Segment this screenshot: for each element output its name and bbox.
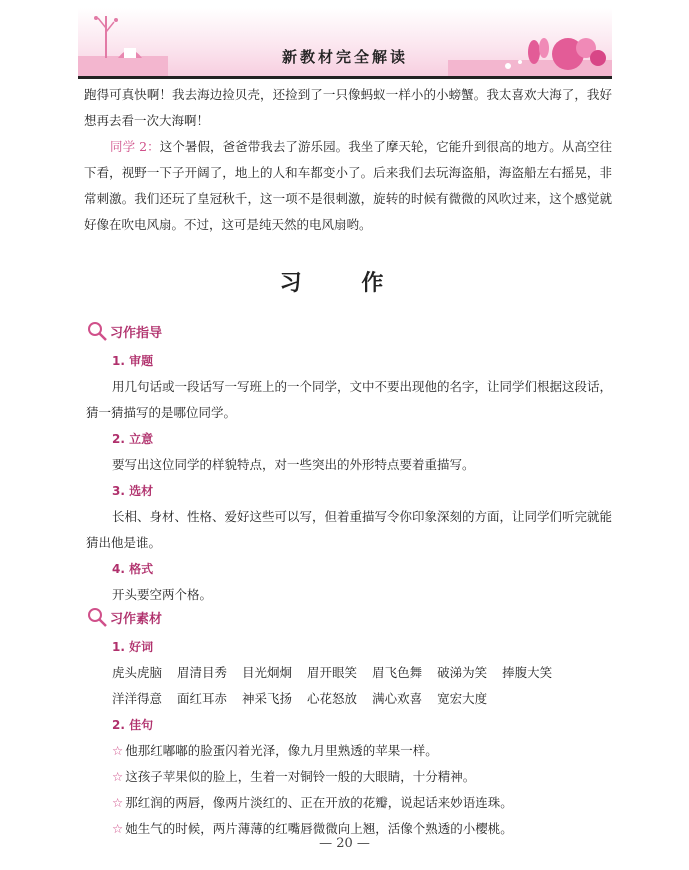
word-item: 虎头虎脑 bbox=[112, 665, 163, 680]
word-item: 眉飞色舞 bbox=[372, 665, 423, 680]
star-icon: ☆ bbox=[112, 821, 124, 836]
word-item: 破涕为笑 bbox=[437, 665, 488, 680]
material-items bbox=[86, 634, 612, 842]
essay-title: 习 作 bbox=[279, 271, 410, 296]
sentence-item: ☆ 那红润的两唇，像两片淡红的、正在开放的花瓣，说起话来妙语连珠。 bbox=[112, 795, 513, 810]
material-heading bbox=[86, 606, 162, 628]
guide-item-text: 用几句话或一段话写一写班上的一个同学，文中不要出现他的名字，让同学们根据这段话，猜一猜描写的是哪位同学。 bbox=[86, 379, 613, 420]
word-item: 满心欢喜 bbox=[372, 691, 423, 706]
word-item: 眉清目秀 bbox=[177, 665, 228, 680]
intro-paragraph-1: 跑得可真快啊！我去海边捡贝壳，还捡到了一只像蚂蚁一样小的小螃蟹。我太喜欢大海了，我好想再去看一次大海啊！ bbox=[84, 87, 612, 128]
guide-item-label: 3. 选材 bbox=[112, 484, 154, 498]
guide-item-label: 4. 格式 bbox=[112, 562, 154, 576]
speaker-label: 同学 2： bbox=[110, 139, 160, 154]
page-header bbox=[78, 8, 612, 76]
magnifier-icon bbox=[86, 320, 108, 342]
word-item: 心花怒放 bbox=[307, 691, 358, 706]
star-icon: ☆ bbox=[112, 743, 124, 758]
guide-item-text: 开头要空两个格。 bbox=[112, 587, 213, 602]
word-item: 神采飞扬 bbox=[242, 691, 293, 706]
intro-paragraph-2-text: 这个暑假，爸爸带我去了游乐园。我坐了摩天轮，它能升到很高的地方。从高空往下看，视野一下子开阔了，地上的人和车都变小了。后来我们去玩海盗船，海盗船左右摇晃，非常刺激。我们还玩了皇冠秋千，这一项不是很刺激，旋转的时候有微微的风吹过来，这个感觉就好像在吹电风扇。不过，这可是纯天然的电风扇哟。 bbox=[84, 139, 612, 232]
sentence-item: ☆ 她生气的时候，两片薄薄的红嘴唇微微向上翘，活像个熟透的小樱桃。 bbox=[112, 821, 513, 836]
page-number: — 20 — bbox=[319, 836, 370, 851]
header-rule bbox=[78, 76, 612, 79]
guide-item-text: 长相、身材、性格、爱好这些可以写，但着重描写令你印象深刻的方面，让同学们听完就能猜出他是谁。 bbox=[86, 509, 613, 550]
guide-items bbox=[86, 348, 612, 608]
guide-item-text: 要写出这位同学的样貌特点，对一些突出的外形特点要着重描写。 bbox=[112, 457, 475, 472]
guide-item-label: 2. 立意 bbox=[112, 432, 154, 446]
intro-text bbox=[84, 82, 612, 238]
intro-paragraph-2 bbox=[84, 134, 612, 238]
sentences-label: 2. 佳句 bbox=[112, 718, 154, 732]
material-heading-label: 习作素材 bbox=[110, 611, 163, 627]
word-item: 宽宏大度 bbox=[437, 691, 488, 706]
guide-heading-label: 习作指导 bbox=[110, 325, 163, 341]
word-list bbox=[86, 660, 612, 712]
star-icon: ☆ bbox=[112, 795, 124, 810]
star-icon: ☆ bbox=[112, 769, 124, 784]
word-item: 目光炯炯 bbox=[242, 665, 293, 680]
magnifier-icon bbox=[86, 606, 108, 628]
guide-heading bbox=[86, 320, 162, 342]
word-item: 洋洋得意 bbox=[112, 691, 163, 706]
sentence-item: ☆ 这孩子苹果似的脸上，生着一对铜铃一般的大眼睛，十分精神。 bbox=[112, 769, 476, 784]
word-item: 捧腹大笑 bbox=[502, 665, 553, 680]
words-label: 1. 好词 bbox=[112, 640, 154, 654]
guide-item-label: 1. 审题 bbox=[112, 354, 154, 368]
word-item: 眉开眼笑 bbox=[307, 665, 358, 680]
word-item: 面红耳赤 bbox=[177, 691, 228, 706]
sentence-item: ☆ 他那红嘟嘟的脸蛋闪着光泽，像九月里熟透的苹果一样。 bbox=[112, 743, 438, 758]
book-title: 新教材完全解读 bbox=[281, 48, 408, 66]
